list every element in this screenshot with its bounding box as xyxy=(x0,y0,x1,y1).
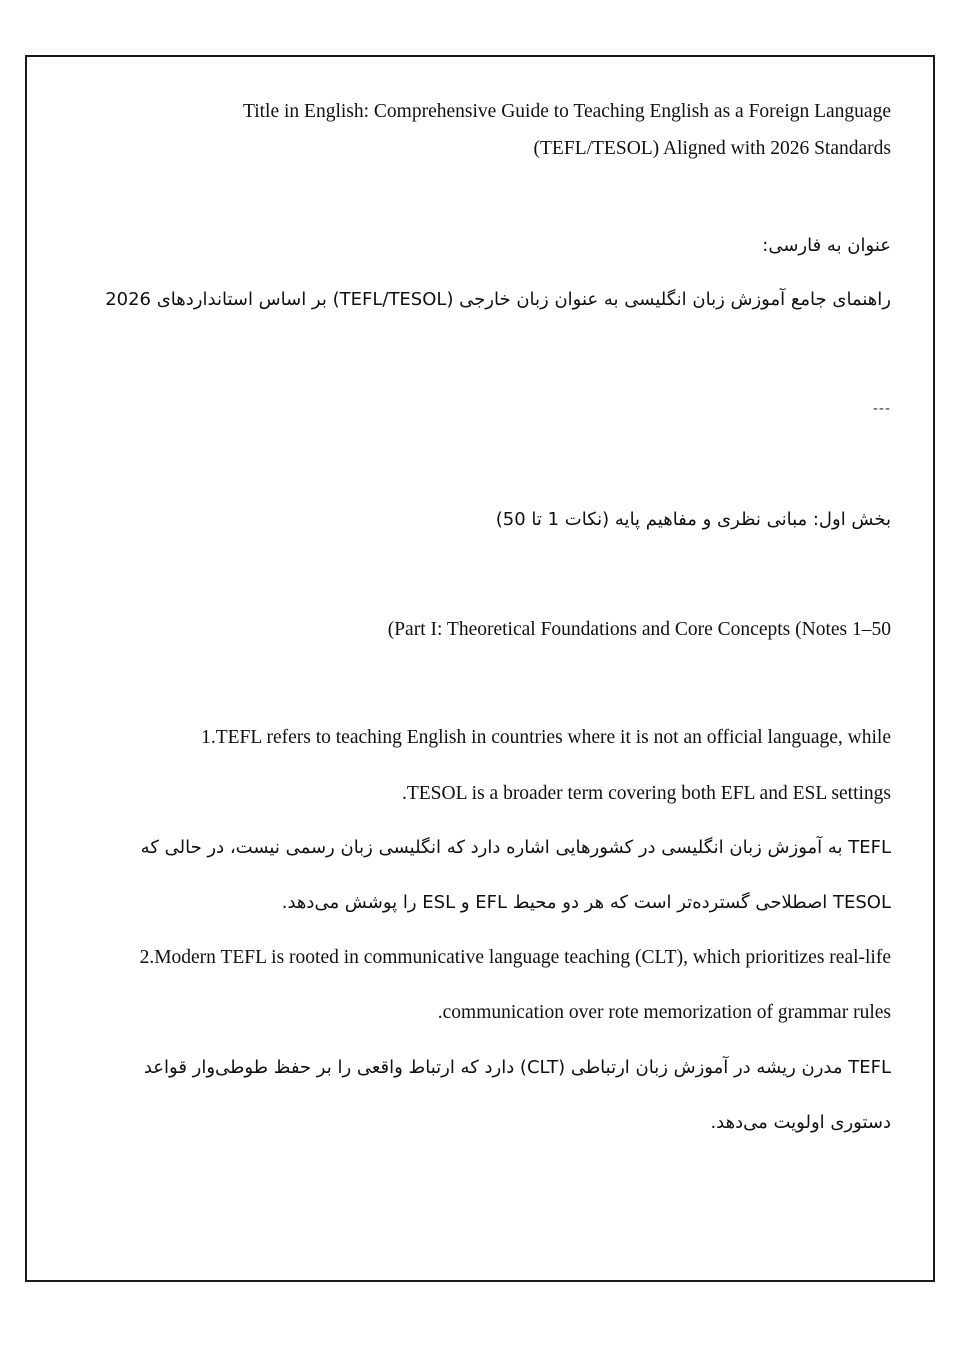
note-2-english-text: Modern TEFL is rooted in communicative language teaching (CLT), which prioritizes real-life xyxy=(154,947,891,968)
note-2-english-line-1 xyxy=(130,946,891,969)
note-2-english-line-2: .communication over rote memorization of grammar rules xyxy=(437,1002,891,1023)
title-english-line-1: Title in English: Comprehensive Guide to Teaching English as a Foreign Language xyxy=(243,101,891,122)
section-heading-english: (Part I: Theoretical Foundations and Core Concepts (Notes 1–50 xyxy=(387,619,891,640)
note-1-english-line-1 xyxy=(191,726,891,749)
section-heading-persian: بخش اول: مبانی نظری و مفاهیم پایه (نکات 1 تا 50) xyxy=(495,509,891,530)
separator: --- xyxy=(872,401,891,417)
note-1-number: 1. xyxy=(201,727,216,748)
note-1-english-line-2: .TESOL is a broader term covering both EFL and ESL settings xyxy=(401,783,891,804)
title-persian-label: عنوان به فارسی: xyxy=(762,235,891,256)
note-1-persian-line-1: TEFL به آموزش زبان انگلیسی در کشورهایی اشاره دارد که انگلیسی زبان رسمی نیست، در حالی که xyxy=(140,837,891,858)
note-2-persian-line-2: دستوری اولویت می‌دهد. xyxy=(710,1112,891,1133)
title-persian: راهنمای جامع آموزش زبان انگلیسی به عنوان زبان خارجی (TEFL/TESOL) بر اساس استانداردهای 2026 xyxy=(105,289,891,310)
title-english-line-2: (TEFL/TESOL) Aligned with 2026 Standards xyxy=(533,138,891,159)
note-2-persian-line-1: TEFL مدرن ریشه در آموزش زبان ارتباطی (CLT) دارد که ارتباط واقعی را بر حفظ طوطی‌وار قواعد xyxy=(143,1057,891,1078)
note-1-persian-line-2: TESOL اصطلاحی گسترده‌تر است که هر دو محیط EFL و ESL را پوشش می‌دهد. xyxy=(281,892,891,913)
document-page xyxy=(25,55,935,1282)
note-2-number: 2. xyxy=(139,947,155,968)
note-1-english-text: TEFL refers to teaching English in countries where it is not an official language, while xyxy=(215,727,891,748)
